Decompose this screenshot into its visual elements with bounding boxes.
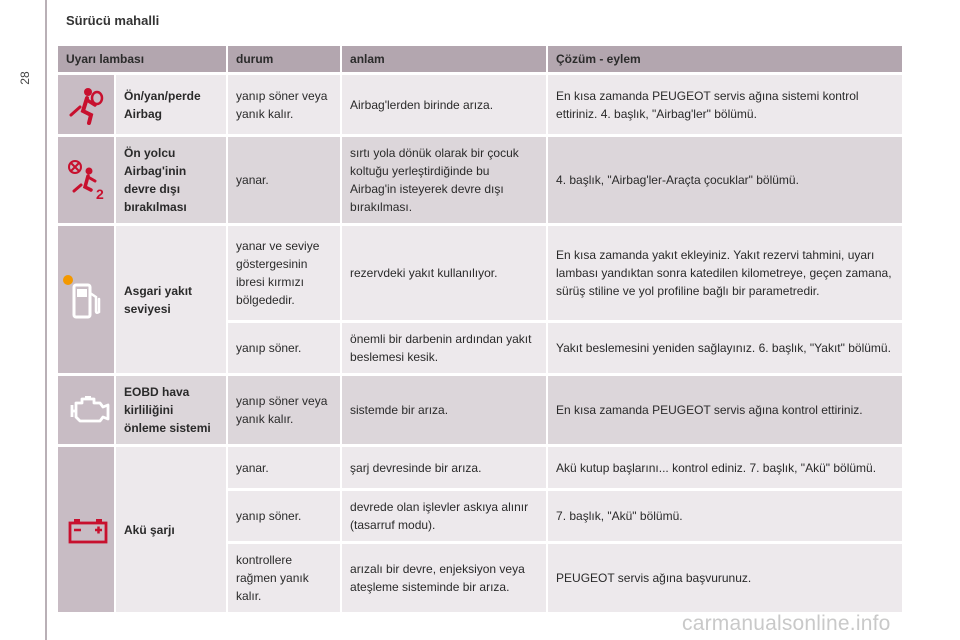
status-cell: yanıp söner. — [228, 323, 342, 376]
status-cell: yanar ve seviye göstergesinin ibresi kırmızı bölgededir. — [228, 226, 342, 323]
table-row — [58, 226, 902, 323]
status-cell: yanıp söner veya yanık kalır. — [228, 75, 342, 137]
airbag-warning-icon — [66, 85, 106, 125]
status-cell: kontrollere rağmen yanık kalır. — [228, 544, 342, 615]
icon-cell — [58, 75, 116, 137]
action-cell: Yakıt beslemesini yeniden sağlayınız. 6. başlık, "Yakıt" bölümü. — [548, 323, 902, 376]
meaning-cell: önemli bir darbenin ardından yakıt beslemesi kesik. — [342, 323, 548, 376]
watermark: carmanualsonline.info — [682, 612, 891, 635]
fuel-pump-icon — [66, 279, 106, 321]
meaning-cell: devrede olan işlevler askıya alınır (tasarruf modu). — [342, 491, 548, 544]
action-cell: En kısa zamanda yakıt ekleyiniz. Yakıt rezervi tahmini, uyarı lambası yandıktan sonra katedilen kilometreye, geçen zamana, sürüş stiline ve yol profiline bağlı bir parametredir. — [548, 226, 902, 323]
status-cell: yanar. — [228, 447, 342, 491]
battery-icon — [66, 515, 106, 545]
indicator-dot — [63, 275, 73, 285]
status-cell: yanıp söner. — [228, 491, 342, 544]
meaning-cell: sistemde bir arıza. — [342, 376, 548, 447]
icon-cell — [58, 447, 116, 615]
action-cell: 4. başlık, "Airbag'ler-Araçta çocuklar" bölümü. — [548, 137, 902, 226]
warning-name: Ön yolcu Airbag'inin devre dışı bırakılması — [116, 137, 228, 226]
table-row — [58, 75, 902, 137]
icon-cell — [58, 226, 116, 376]
engine-check-icon — [66, 393, 106, 427]
meaning-cell: arızalı bir devre, enjeksiyon veya ateşleme sisteminde bir arıza. — [342, 544, 548, 615]
passenger-airbag-off-icon — [66, 158, 106, 202]
status-cell: yanıp söner veya yanık kalır. — [228, 376, 342, 447]
table-row — [58, 447, 902, 491]
icon-cell — [58, 137, 116, 226]
action-cell: PEUGEOT servis ağına başvurunuz. — [548, 544, 902, 615]
section-title: Sürücü mahalli — [66, 13, 160, 28]
icon-cell — [58, 376, 116, 447]
meaning-cell: rezervdeki yakıt kullanılıyor. — [342, 226, 548, 323]
header-status: durum — [228, 46, 342, 75]
action-cell: En kısa zamanda PEUGEOT servis ağına kontrol ettiriniz. — [548, 376, 902, 447]
table-row — [58, 137, 902, 226]
header-action: Çözüm - eylem — [548, 46, 902, 75]
warning-name: Asgari yakıt seviyesi — [116, 226, 228, 376]
svg-text:2: 2 — [96, 186, 104, 202]
table-row — [58, 376, 902, 447]
status-cell: yanar. — [228, 137, 342, 226]
warning-name: Ön/yan/perde Airbag — [116, 75, 228, 137]
header-warning-light: Uyarı lambası — [58, 46, 228, 75]
action-cell: 7. başlık, "Akü" bölümü. — [548, 491, 902, 544]
table-header-row — [58, 46, 902, 75]
meaning-cell: şarj devresinde bir arıza. — [342, 447, 548, 491]
warning-name: EOBD hava kirliliğini önleme sistemi — [116, 376, 228, 447]
header-meaning: anlam — [342, 46, 548, 75]
warning-name: Akü şarjı — [116, 447, 228, 615]
meaning-cell: Airbag'lerden birinde arıza. — [342, 75, 548, 137]
action-cell: Akü kutup başlarını... kontrol ediniz. 7. başlık, "Akü" bölümü. — [548, 447, 902, 491]
meaning-cell: sırtı yola dönük olarak bir çocuk koltuğu yerleştirdiğinde bu Airbag'in isteyerek devre dışı bırakılması. — [342, 137, 548, 226]
page-margin-rule — [45, 0, 47, 640]
page-number: 28 — [18, 71, 32, 85]
warning-lights-table — [58, 46, 902, 615]
action-cell: En kısa zamanda PEUGEOT servis ağına sistemi kontrol ettiriniz. 4. başlık, "Airbag'ler" bölümü. — [548, 75, 902, 137]
